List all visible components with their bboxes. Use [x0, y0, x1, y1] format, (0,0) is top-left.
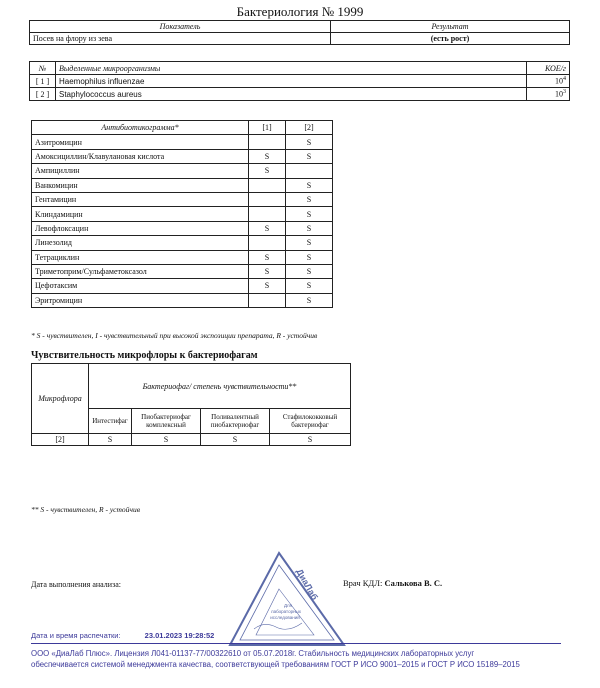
- antibiogram-table: [31, 120, 333, 308]
- drug-name: Ванкомицин: [32, 178, 249, 192]
- result-cell-2: S: [286, 236, 333, 250]
- organism-cfu: $10^4$: [527, 75, 570, 88]
- result-cell-1: [249, 236, 286, 250]
- results-header-row: [30, 21, 570, 33]
- table-row: [30, 33, 570, 45]
- result-cell-2: S: [286, 250, 333, 264]
- organisms-table: [29, 61, 570, 101]
- result-cell-1: S: [249, 250, 286, 264]
- result-cell-2: S: [286, 221, 333, 235]
- results-table: [29, 20, 570, 45]
- table-row: [30, 75, 570, 88]
- print-datetime: 23.01.2023 19:28:52: [144, 631, 215, 640]
- table-row: [32, 293, 333, 307]
- header-phage-col: Интестифаг: [89, 409, 132, 434]
- footer-line: ООО «ДиаЛаб Плюс». Лицензия Л041-01137-77/00322610 от 05.07.2018г. Стабильность медицинских лабораторных услуг: [31, 649, 475, 658]
- header-number: №: [30, 62, 56, 75]
- document-title: Бактериология № 1999: [236, 4, 364, 19]
- stamp-inner-line: Для: [283, 603, 293, 608]
- analysis-date-label: Дата выполнения анализа:: [31, 580, 121, 589]
- result-cell-2: S: [286, 135, 333, 149]
- header-phage-col: Пиобактериофаг комплексный: [132, 409, 201, 434]
- indicator-cell: Посев на флору из зева: [30, 33, 331, 45]
- table-row: [32, 207, 333, 221]
- header-cfu: КОЕ/г: [527, 62, 570, 75]
- phage-result-cell: S: [201, 434, 270, 446]
- print-label: Дата и время распечатки:: [31, 631, 121, 640]
- result-cell-2: [286, 164, 333, 178]
- header-result: Результат: [331, 21, 570, 33]
- header-indicator: Показатель: [30, 21, 331, 33]
- footer-license: [31, 648, 571, 670]
- doctor-label: Врач КДЛ:: [343, 578, 383, 588]
- drug-name: Левофлоксацин: [32, 221, 249, 235]
- table-row: [32, 149, 333, 163]
- stamp-text: ДиаЛаб: [294, 567, 320, 602]
- result-cell-1: [249, 207, 286, 221]
- drug-name: Цефотаксим: [32, 279, 249, 293]
- drug-name: Амоксициллин/Клавулановая кислота: [32, 149, 249, 163]
- table-row: [32, 264, 333, 278]
- organism-number: [ 2 ]: [30, 88, 56, 101]
- result-cell-1: [249, 135, 286, 149]
- drug-name: Клиндамицин: [32, 207, 249, 221]
- result-cell-2: S: [286, 207, 333, 221]
- result-cell-2: S: [286, 149, 333, 163]
- drug-name: Тетрациклин: [32, 250, 249, 264]
- header-antibiogram: Антибиотикограмма*: [32, 121, 249, 135]
- phage-result-cell: S: [89, 434, 132, 446]
- table-row: [32, 279, 333, 293]
- doctor-name: Салькова В. С.: [384, 578, 443, 588]
- drug-name: Азитромицин: [32, 135, 249, 149]
- table-row: [32, 135, 333, 149]
- table-row: [32, 250, 333, 264]
- table-row: [30, 88, 570, 101]
- result-cell: (есть рост): [331, 33, 570, 45]
- stamp-inner-line: лабораторных: [270, 609, 302, 614]
- antibiogram-footnote: * S - чувствителен, I - чувствительный при высокой экспозиции препарата, R - устойчив: [31, 331, 318, 340]
- footer-line: обеспечивается системой менеджмента качества, соответствующей требованиям ГОСТ Р ИСО 9001–2015 и ГОСТ Р ИСО 15189–2015: [31, 660, 520, 669]
- result-cell-1: S: [249, 264, 286, 278]
- organism-cfu: $10^3$: [527, 88, 570, 101]
- table-row: [32, 236, 333, 250]
- microflora-cell: [2]: [32, 434, 89, 446]
- table-row: [32, 164, 333, 178]
- svg-text:ДиаЛаб: [294, 567, 320, 602]
- drug-name: Линезолид: [32, 236, 249, 250]
- result-cell-2: S: [286, 293, 333, 307]
- header-col2: [2]: [286, 121, 333, 135]
- organism-number: [ 1 ]: [30, 75, 56, 88]
- result-cell-1: S: [249, 221, 286, 235]
- organisms-header-row: [30, 62, 570, 75]
- result-cell-2: S: [286, 178, 333, 192]
- header-phage-col: Поливалентный пиобактериофаг: [201, 409, 270, 434]
- result-cell-1: [249, 293, 286, 307]
- header-phage-group: Бактериофаг/ степень чувствительности**: [89, 364, 351, 409]
- result-cell-1: [249, 192, 286, 206]
- footer-divider: [31, 643, 561, 644]
- table-row: [32, 192, 333, 206]
- table-row: [32, 221, 333, 235]
- result-cell-1: [249, 178, 286, 192]
- drug-name: Эритромицин: [32, 293, 249, 307]
- header-col1: [1]: [249, 121, 286, 135]
- phage-table: [31, 363, 351, 446]
- phage-result-cell: S: [132, 434, 201, 446]
- phage-header-row: [32, 364, 351, 409]
- table-row: [32, 178, 333, 192]
- antibiogram-header-row: [32, 121, 333, 135]
- phage-footnote: ** S - чувствителен, R - устойчив: [31, 505, 140, 514]
- result-cell-1: S: [249, 164, 286, 178]
- result-cell-2: S: [286, 279, 333, 293]
- organism-name: Staphylococcus aureus: [56, 88, 527, 101]
- header-phage-col: Стафилококковый бактериофаг: [270, 409, 351, 434]
- table-row: [32, 434, 351, 446]
- lab-stamp: [226, 549, 348, 649]
- drug-name: Триметоприм/Сульфаметоксазол: [32, 264, 249, 278]
- stamp-inner-line: исследований: [270, 615, 300, 620]
- header-organism: Выделенные микроорганизмы: [56, 62, 527, 75]
- phage-result-cell: S: [270, 434, 351, 446]
- drug-name: Ампициллин: [32, 164, 249, 178]
- drug-name: Гентамицин: [32, 192, 249, 206]
- result-cell-2: S: [286, 264, 333, 278]
- organism-name: Haemophilus influenzae: [56, 75, 527, 88]
- result-cell-2: S: [286, 192, 333, 206]
- print-datetime-row: [31, 631, 214, 640]
- result-cell-1: S: [249, 149, 286, 163]
- phage-section-title: Чувствительность микрофлоры к бактериофагам: [31, 350, 258, 361]
- doctor-signature: [343, 578, 442, 588]
- header-microflora: Микрофлора: [32, 364, 89, 434]
- result-cell-1: S: [249, 279, 286, 293]
